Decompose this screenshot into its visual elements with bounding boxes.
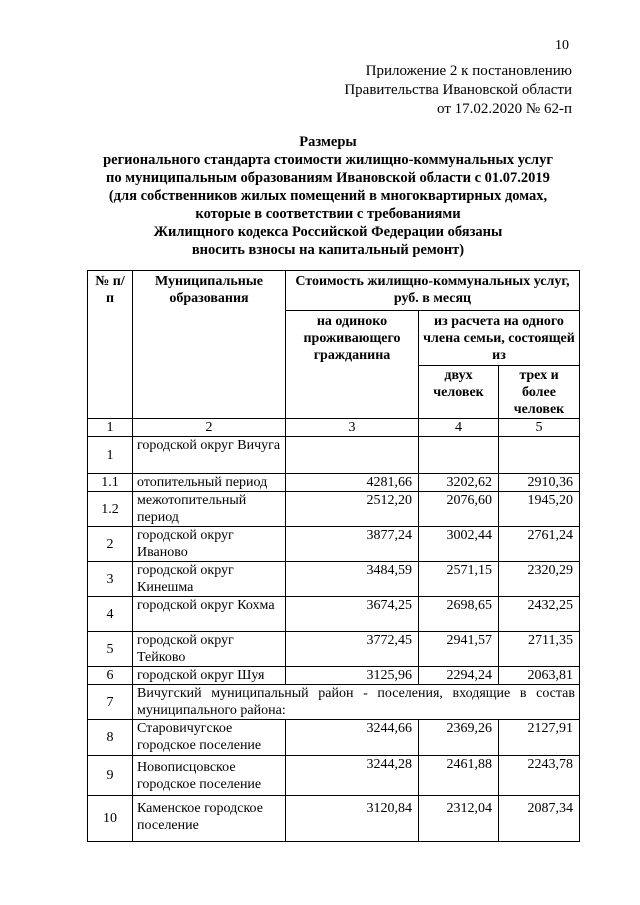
row-value-single: 3244,66 (286, 720, 419, 756)
table-row (88, 437, 580, 474)
row-name: городской округ Кинешма (133, 562, 286, 597)
row-number: 9 (88, 756, 133, 796)
row-name: городской округ Кохма (133, 597, 286, 632)
row-number: 7 (88, 685, 133, 720)
row-value-two (419, 437, 499, 474)
row-value-three: 2761,24 (499, 527, 580, 562)
header-single: на одиноко проживающего гражданина (286, 311, 419, 419)
row-value-three: 2432,25 (499, 597, 580, 632)
row-number: 1.2 (88, 492, 133, 527)
row-name: Каменское городское поселение (133, 796, 286, 842)
heading-line: по муниципальным образованиям Ивановской области с 01.07.2019 (106, 170, 550, 186)
table-row (88, 720, 580, 756)
row-value-three: 2910,36 (499, 474, 580, 492)
row-name: городской округ Вичуга (133, 437, 286, 474)
appendix-line: Правительства Ивановской области (344, 82, 572, 98)
appendix-line: Приложение 2 к постановлению (365, 63, 572, 79)
row-value-two: 2312,04 (419, 796, 499, 842)
row-value-two: 2369,26 (419, 720, 499, 756)
header-per-member: из расчета на одного члена семьи, состоящей из (419, 311, 580, 366)
header-num: № п/п (88, 271, 133, 419)
row-value-single: 3484,59 (286, 562, 419, 597)
row-value-single: 3772,45 (286, 632, 419, 667)
col-number: 2 (133, 419, 286, 437)
row-section-title: Вичугский муниципальный район - поселения, входящие в состав муниципального района: (133, 685, 580, 720)
row-value-three: 2243,78 (499, 756, 580, 796)
row-value-two: 2461,88 (419, 756, 499, 796)
col-number: 3 (286, 419, 419, 437)
heading-line: которые в соответствии с требованиями (195, 206, 461, 222)
appendix-line: от 17.02.2020 № 62-п (437, 101, 572, 117)
header-cost: Стоимость жилищно-коммунальных услуг, руб. в месяц (286, 271, 580, 311)
row-value-single: 3674,25 (286, 597, 419, 632)
row-name: отопительный период (133, 474, 286, 492)
heading-line: Размеры (299, 134, 357, 150)
table-row (88, 685, 580, 720)
row-value-two: 2571,15 (419, 562, 499, 597)
row-value-two: 2076,60 (419, 492, 499, 527)
row-number: 6 (88, 667, 133, 685)
table-row (88, 492, 580, 527)
row-value-single (286, 437, 419, 474)
row-value-three: 2087,34 (499, 796, 580, 842)
table-row (88, 756, 580, 796)
row-value-three: 1945,20 (499, 492, 580, 527)
row-name: городской округ Шуя (133, 667, 286, 685)
row-value-two: 3202,62 (419, 474, 499, 492)
page-number: 10 (555, 38, 569, 53)
row-value-single: 3120,84 (286, 796, 419, 842)
col-number: 5 (499, 419, 580, 437)
heading-line: (для собственников жилых помещений в многоквартирных домах, (108, 188, 548, 204)
row-value-two: 2941,57 (419, 632, 499, 667)
row-value-single: 3877,24 (286, 527, 419, 562)
table-row (88, 562, 580, 597)
row-number: 1 (88, 437, 133, 474)
row-number: 2 (88, 527, 133, 562)
row-value-three: 2063,81 (499, 667, 580, 685)
row-number: 8 (88, 720, 133, 756)
row-value-single: 3244,28 (286, 756, 419, 796)
row-number: 4 (88, 597, 133, 632)
row-name: городской округ Иваново (133, 527, 286, 562)
row-value-single: 3125,96 (286, 667, 419, 685)
row-value-three: 2127,91 (499, 720, 580, 756)
row-number: 1.1 (88, 474, 133, 492)
col-number: 1 (88, 419, 133, 437)
table-row (88, 474, 580, 492)
heading-line: регионального стандарта стоимости жилищно-коммунальных услуг (103, 152, 553, 168)
row-value-three: 2711,35 (499, 632, 580, 667)
table-row (88, 796, 580, 842)
row-value-three (499, 437, 580, 474)
document-heading (60, 133, 596, 259)
row-number: 3 (88, 562, 133, 597)
heading-line: вносить взносы на капитальный ремонт) (191, 242, 465, 258)
row-name: городской округ Тейково (133, 632, 286, 667)
cost-table (87, 270, 580, 842)
row-value-single: 4281,66 (286, 474, 419, 492)
table-row (88, 667, 580, 685)
row-name: Новописцовское городское поселение (133, 756, 286, 796)
row-number: 5 (88, 632, 133, 667)
row-value-two: 3002,44 (419, 527, 499, 562)
col-number: 4 (419, 419, 499, 437)
table-row (88, 632, 580, 667)
header-three: трех и более человек (499, 366, 580, 419)
appendix-note (344, 62, 572, 119)
row-value-three: 2320,29 (499, 562, 580, 597)
table-row (88, 597, 580, 632)
row-value-two: 2294,24 (419, 667, 499, 685)
row-value-single: 2512,20 (286, 492, 419, 527)
header-two: двух человек (419, 366, 499, 419)
header-municipal: Муниципальные образования (133, 271, 286, 419)
row-value-two: 2698,65 (419, 597, 499, 632)
row-name: Старовичугское городское поселение (133, 720, 286, 756)
heading-line: Жилищного кодекса Российской Федерации обязаны (153, 224, 503, 240)
row-number: 10 (88, 796, 133, 842)
table-row (88, 527, 580, 562)
row-name: межотопительный период (133, 492, 286, 527)
